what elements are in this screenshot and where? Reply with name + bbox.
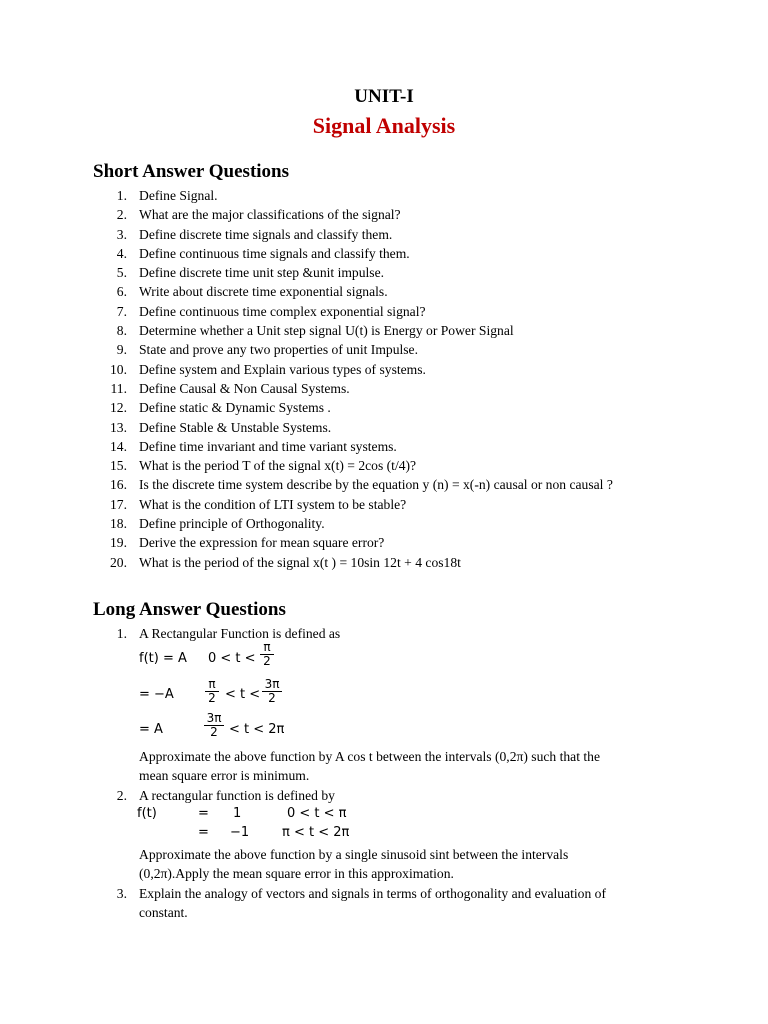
- fraction-denominator: 2: [210, 725, 218, 739]
- list-item: [0, 282, 768, 301]
- list-number: 15.: [110, 458, 127, 474]
- question-text: What is the period T of the signal x(t) = 2cos (t/4)?: [139, 458, 417, 474]
- question-text: (0,2π).Apply the mean square error in this approximation.: [139, 866, 454, 881]
- list-number: 5.: [116, 265, 127, 281]
- math-fraction: [262, 678, 282, 705]
- list-item: [0, 514, 768, 533]
- list-item: [0, 418, 768, 437]
- list-number: 6.: [116, 284, 127, 300]
- long-answer-heading: Long Answer Questions: [93, 599, 286, 620]
- list-number: 17.: [110, 496, 127, 512]
- math-equals: =: [198, 825, 209, 840]
- list-number: 19.: [110, 535, 127, 551]
- question-text: Define static & Dynamic Systems .: [139, 400, 331, 416]
- question-text: What is the condition of LTI system to be stable?: [139, 496, 407, 512]
- math-condition: < t < 2π: [229, 722, 285, 737]
- list-item: [0, 186, 768, 205]
- list-item: [0, 533, 768, 552]
- list-item: [0, 321, 768, 340]
- question-text: Define time invariant and time variant systems.: [139, 438, 397, 454]
- list-number: 10.: [110, 361, 127, 377]
- list-item: [0, 225, 768, 244]
- question-text: Define system and Explain various types of systems.: [139, 361, 426, 377]
- question-text: Define Causal & Non Causal Systems.: [139, 380, 350, 396]
- list-item: [0, 475, 768, 494]
- list-item: [0, 205, 768, 224]
- list-item: [0, 398, 768, 417]
- question-text: Explain the analogy of vectors and signals in terms of orthogonality and evaluation of: [139, 886, 606, 901]
- question-text: Determine whether a Unit step signal U(t) is Energy or Power Signal: [139, 323, 514, 339]
- list-number: 8.: [116, 323, 127, 339]
- question-text: Approximate the above function by A cos t between the intervals (0,2π) such that the: [139, 749, 600, 764]
- question-text: Define continuous time signals and classify them.: [139, 245, 410, 261]
- question-text: Derive the expression for mean square error?: [139, 535, 385, 551]
- list-item: [0, 456, 768, 475]
- list-item: [0, 379, 768, 398]
- fraction-numerator: π: [208, 677, 216, 691]
- fraction-denominator: 2: [208, 691, 216, 705]
- list-number: 9.: [116, 342, 127, 358]
- question-text: Approximate the above function by a single sinusoid sint between the intervals: [139, 847, 569, 862]
- math-a: = A: [139, 722, 163, 737]
- math-condition: 0 < t < π: [287, 806, 347, 821]
- list-number: 18.: [110, 516, 127, 532]
- fraction-denominator: 2: [263, 654, 271, 668]
- question-text: Define continuous time complex exponential signal?: [139, 303, 426, 319]
- math-condition: π < t < 2π: [282, 825, 350, 840]
- question-text: Is the discrete time system describe by the equation y (n) = x(-n) causal or non causal ?: [139, 477, 613, 493]
- question-text: What is the period of the signal x(t ) = 10sin 12t + 4 cos18t: [139, 554, 461, 570]
- fraction-numerator: 3π: [264, 677, 280, 691]
- math-value: 1: [233, 806, 242, 821]
- short-answer-heading: Short Answer Questions: [93, 161, 290, 182]
- question-text: Define Stable & Unstable Systems.: [139, 419, 332, 435]
- question-text: Define discrete time unit step &unit impulse.: [139, 265, 385, 281]
- fraction-numerator: π: [263, 640, 271, 654]
- fraction-denominator: 2: [268, 691, 276, 705]
- question-text: Define principle of Orthogonality.: [139, 516, 325, 532]
- math-condition: 0 < t <: [208, 651, 256, 666]
- math-f-of-t: f(t): [137, 806, 157, 821]
- page-title: Signal Analysis: [312, 113, 456, 138]
- math-fraction: [204, 712, 224, 739]
- question-text: A rectangular function is defined by: [139, 788, 335, 803]
- question-text: State and prove any two properties of unit Impulse.: [139, 342, 418, 358]
- math-neg-a: = −A: [139, 687, 174, 702]
- list-number: 2.: [116, 207, 127, 223]
- list-number: 16.: [110, 477, 127, 493]
- list-number: 20.: [110, 554, 127, 570]
- math-fraction: [205, 678, 219, 705]
- list-item: [0, 302, 768, 321]
- math-fraction: [260, 641, 274, 668]
- math-equals: =: [198, 806, 209, 821]
- fraction-numerator: 3π: [206, 711, 222, 725]
- list-item: [0, 437, 768, 456]
- list-number: 12.: [110, 400, 127, 416]
- question-text: What are the major classifications of the signal?: [139, 207, 401, 223]
- list-item: [0, 495, 768, 514]
- list-number: 1.: [116, 188, 127, 203]
- unit-title: UNIT-I: [354, 86, 414, 107]
- list-number: 7.: [116, 303, 127, 319]
- question-text: mean square error is minimum.: [139, 768, 310, 783]
- list-number: 14.: [110, 438, 127, 454]
- math-value: −1: [230, 825, 250, 840]
- question-text: A Rectangular Function is defined as: [139, 626, 341, 641]
- list-item: [0, 360, 768, 379]
- list-item: [0, 263, 768, 282]
- math-f-of-t: f(t) = A: [139, 651, 187, 666]
- list-number: 4.: [116, 245, 127, 261]
- list-item: [0, 244, 768, 263]
- list-number: 13.: [110, 419, 127, 435]
- math-condition: < t <: [225, 687, 261, 702]
- list-number: 2.: [116, 788, 127, 803]
- list-number: 11.: [110, 380, 127, 396]
- list-number: 3.: [116, 886, 127, 901]
- list-number: 1.: [116, 626, 127, 641]
- list-item: [0, 553, 768, 572]
- question-text: Write about discrete time exponential signals.: [139, 284, 388, 300]
- question-text: Define Signal.: [139, 188, 218, 203]
- list-number: 3.: [116, 226, 127, 242]
- question-text: constant.: [139, 905, 188, 920]
- question-text: Define discrete time signals and classify them.: [139, 226, 393, 242]
- list-item: [0, 340, 768, 359]
- short-question-list: [0, 186, 768, 572]
